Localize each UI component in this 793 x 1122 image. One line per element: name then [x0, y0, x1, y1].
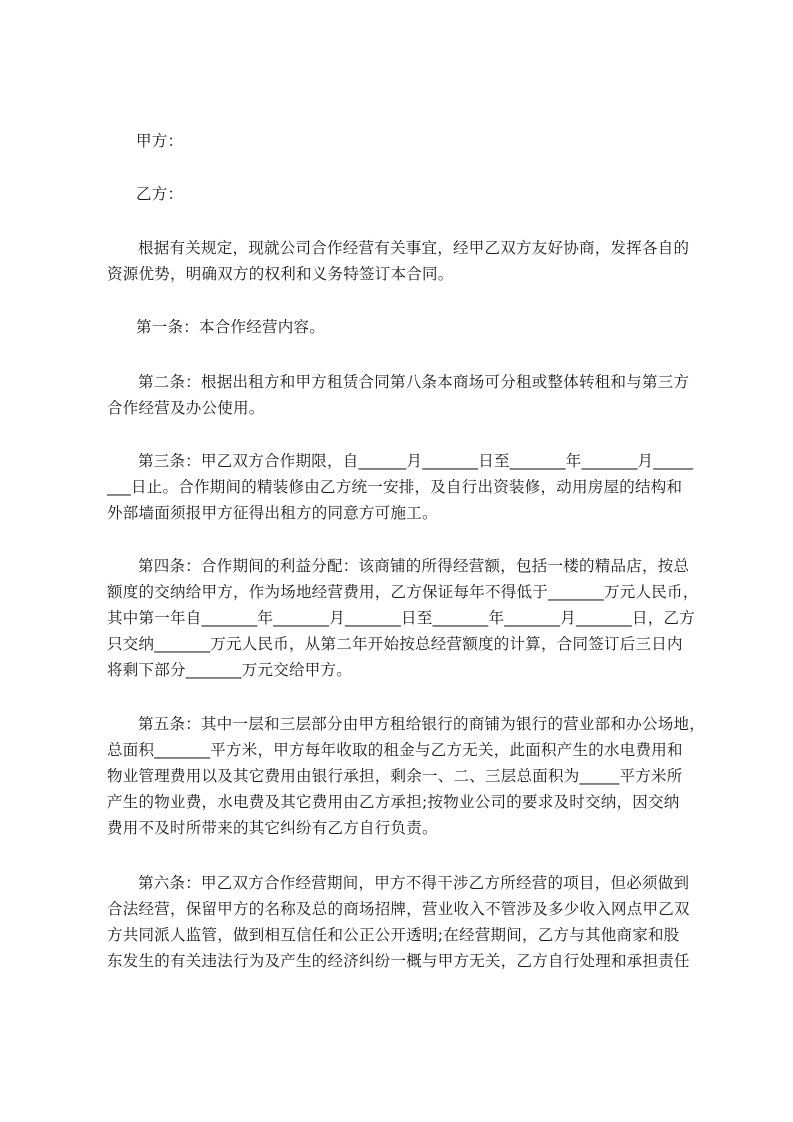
article-6-line-4: 东发生的有关违法行为及产生的经济纠纷一概与甲方无关，乙方自行处理和承担责任: [107, 952, 690, 970]
party-a-label: 甲方：: [136, 132, 184, 150]
party-b-label: 乙方：: [136, 185, 184, 203]
article-5-line-4: 产生的物业费，水电费及其它费用由乙方承担;按物业公司的要求及时交纳，因交纳: [107, 793, 680, 811]
intro-line-1: 根据有关规定，现就公司合作经营有关事宜，经甲乙双方友好协商，发挥各自的: [138, 239, 690, 257]
article-4-line-3: 其中第一年自_______年_______月_______日至_______年_______月_______日，乙方: [107, 609, 696, 627]
article-3-line-3: 外部墙面须报甲方征得出租方的同意方可施工。: [107, 504, 438, 522]
article-5-line-1: 第五条：其中一层和三层部分由甲方租给银行的商铺为银行的营业部和办公场地，: [138, 715, 706, 733]
article-2-line-1: 第二条：根据出租方和甲方租赁合同第八条本商场可分租或整体转租和与第三方: [138, 373, 690, 391]
article-6-line-3: 方共同派人监管，做到相互信任和公正公开透明;在经营期间，乙方与其他商家和股: [107, 926, 680, 944]
article-6-line-1: 第六条：甲乙双方合作经营期间，甲方不得干涉乙方所经营的项目，但必须做到: [138, 874, 690, 892]
article-3-line-2: ___日止。合作期间的精装修由乙方统一安排，及自行出资装修，动用房屋的结构和: [107, 478, 683, 496]
article-5-line-5: 费用不及时所带来的其它纠纷有乙方自行负责。: [107, 819, 438, 837]
article-4-line-1: 第四条：合作期间的利益分配：该商铺的所得经营额，包括一楼的精品店，按总: [138, 557, 690, 575]
article-2-line-2: 合作经营及办公使用。: [107, 399, 265, 417]
article-3-line-1: 第三条：甲乙双方合作期限，自______月_______日至_______年_______月_____: [138, 452, 694, 470]
article-5-line-2: 总面积_______平方米，甲方每年收取的租金与乙方无关，此面积产生的水电费用和: [107, 741, 683, 759]
article-4-line-2: 额度的交纳给甲方，作为场地经营费用，乙方保证每年不得低于_______万元人民币，: [107, 583, 699, 601]
article-6-line-2: 合法经营，保留甲方的名称及总的商场招牌，营业收入不管涉及多少收入网点甲乙双: [107, 900, 690, 918]
article-4-line-4: 只交纳_______万元人民币，从第二年开始按总经营额度的计算，合同签订后三日内: [107, 635, 683, 653]
article-5-line-3: 物业管理费用以及其它费用由银行承担，剩余一、二、三层总面积为_____平方米所: [107, 767, 683, 785]
article-4-line-5: 将剩下部分_______万元交给甲方。: [107, 661, 353, 679]
intro-line-2: 资源优势，明确双方的权利和义务特签订本合同。: [107, 265, 454, 283]
article-1-line-1: 第一条：本合作经营内容。: [136, 318, 326, 336]
